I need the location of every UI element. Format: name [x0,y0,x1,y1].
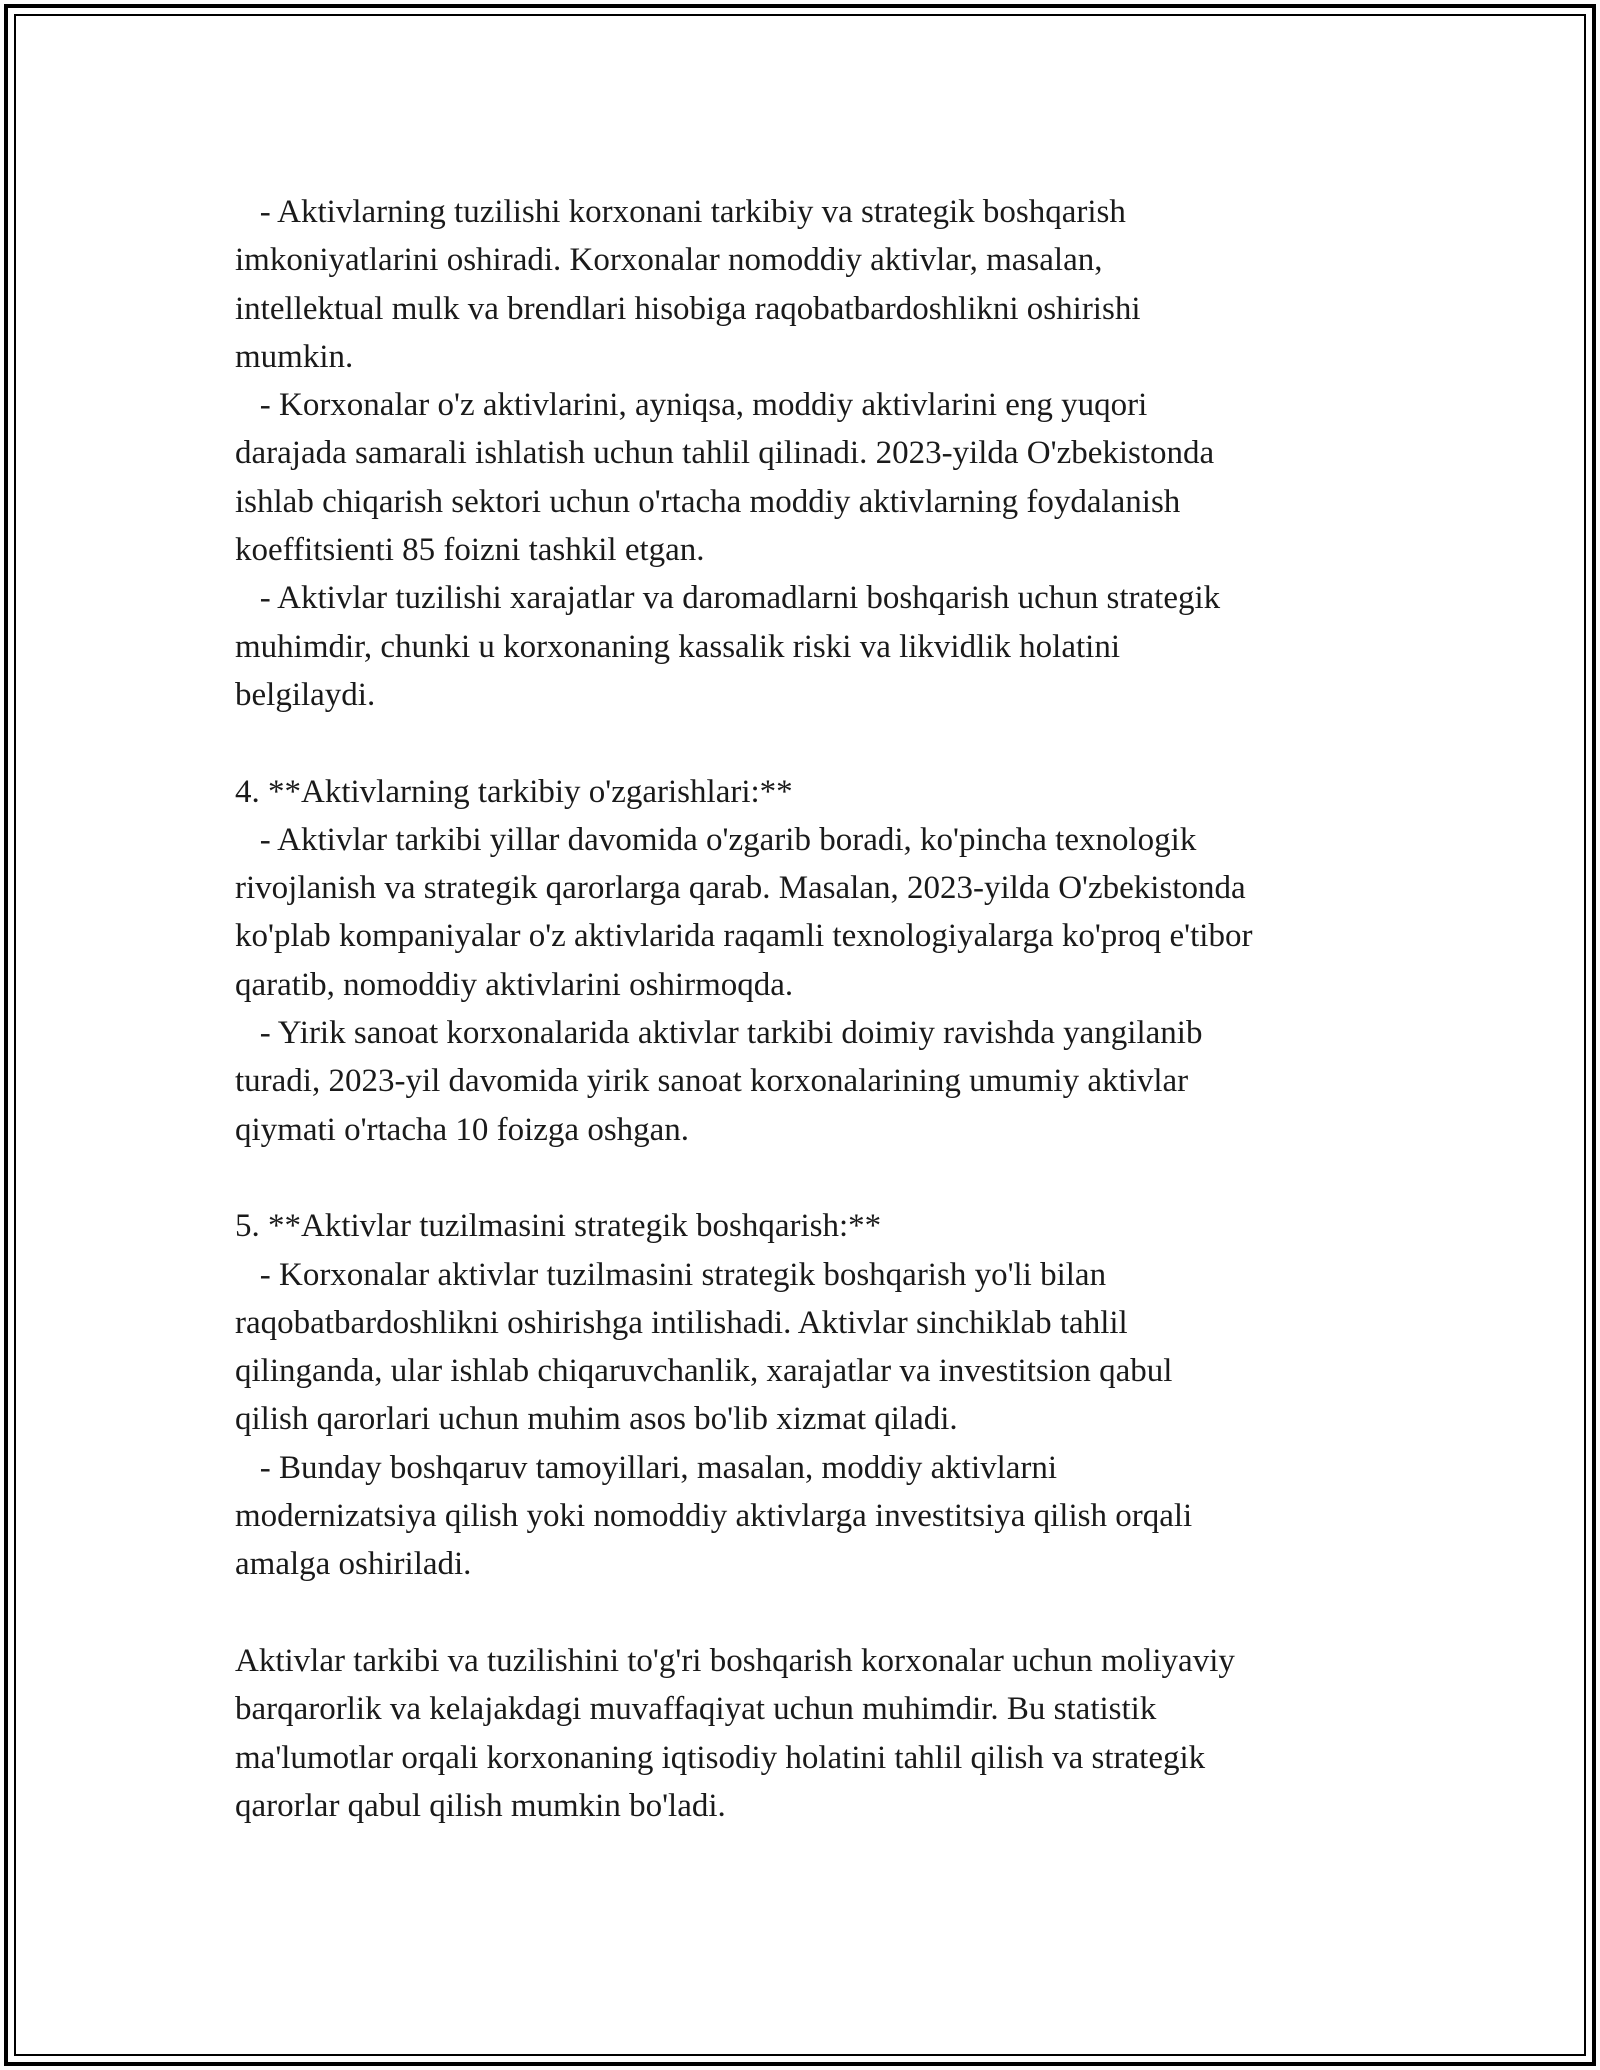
text-line: qilish qarorlari uchun muhim asos bo'lib xizmat qiladi. [235,1401,958,1438]
text-line: belgilaydi. [235,676,376,713]
text-line: - Korxonalar o'z aktivlarini, ayniqsa, moddiy aktivlarini eng yuqori [235,387,1148,424]
paragraph-spacer [235,1154,1375,1202]
text-line: qiymati o'rtacha 10 foizga oshgan. [235,1111,690,1148]
text-line: muhimdir, chunki u korxonaning kassalik riski va likvidlik holatini [235,628,1121,665]
text-line: - Yirik sanoat korxonalarida aktivlar tarkibi doimiy ravishda yangilanib [235,1015,1203,1052]
text-line: turadi, 2023-yil davomida yirik sanoat korxonalarining umumiy aktivlar [235,1063,1189,1100]
text-line: qaratib, nomoddiy aktivlarini oshirmoqda. [235,966,794,1003]
text-line: imkoniyatlarini oshiradi. Korxonalar nomoddiy aktivlar, masalan, [235,242,1103,279]
text-line: - Aktivlar tarkibi yillar davomida o'zgarib boradi, ko'pincha texnologik [235,821,1197,858]
paragraph-spacer [235,1589,1375,1637]
text-line: mumkin. [235,338,354,375]
text-line: Aktivlar tarkibi va tuzilishini to'g'ri boshqarish korxonalar uchun moliyaviy [235,1642,1235,1679]
text-line: qarorlar qabul qilish mumkin bo'ladi. [235,1787,726,1824]
text-line: - Aktivlarning tuzilishi korxonani tarkibiy va strategik boshqarish [235,194,1126,230]
text-line: ishlab chiqarish sektori uchun o'rtacha moddiy aktivlarning foydalanish [235,483,1181,520]
section-heading: 4. **Aktivlarning tarkibiy o'zgarishlari:** [235,773,793,810]
text-line: amalga oshiriladi. [235,1546,472,1583]
text-line: - Bunday boshqaruv tamoyillari, masalan, moddiy aktivlarni [235,1449,1058,1486]
text-line: ma'lumotlar orqali korxonaning iqtisodiy holatini tahlil qilish va strategik [235,1739,1206,1776]
text-line: darajada samarali ishlatish uchun tahlil qilinadi. 2023-yilda O'zbekistonda [235,435,1215,472]
text-line: modernizatsiya qilish yoki nomoddiy aktivlarga investitsiya qilish orqali [235,1498,1193,1535]
text-line: - Korxonalar aktivlar tuzilmasini strategik boshqarish yo'li bilan [235,1256,1107,1293]
paragraph-spacer [235,719,1375,767]
section-heading: 5. **Aktivlar tuzilmasini strategik boshqarish:** [235,1208,882,1245]
text-line: barqarorlik va kelajakdagi muvaffaqiyat uchun muhimdir. Bu statistik [235,1691,1157,1728]
text-line: raqobatbardoshlikni oshirishga intilishadi. Aktivlar sinchiklab tahlil [235,1304,1128,1341]
text-line: intellektual mulk va brendlari hisobiga raqobatbardoshlikni oshirishi [235,290,1141,327]
text-line: rivojlanish va strategik qarorlarga qarab. Masalan, 2023-yilda O'zbekistonda [235,870,1246,907]
text-line: - Aktivlar tuzilishi xarajatlar va daromadlarni boshqarish uchun strategik [235,580,1221,617]
text-line: qilinganda, ular ishlab chiqaruvchanlik, xarajatlar va investitsion qabul [235,1353,1173,1390]
text-line: koeffitsienti 85 foizni tashkil etgan. [235,532,705,569]
document-body [235,188,1375,1830]
text-line: ko'plab kompaniyalar o'z aktivlarida raqamli texnologiyalarga ko'proq e'tibor [235,918,1253,955]
